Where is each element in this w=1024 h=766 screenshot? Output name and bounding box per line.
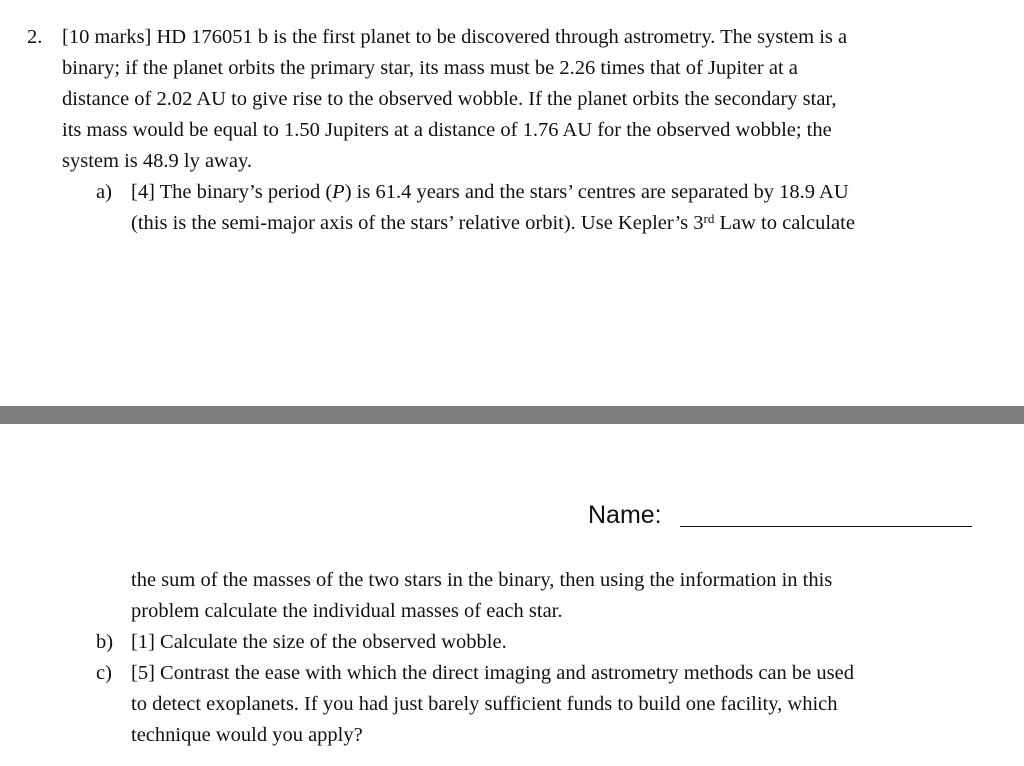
part-a-line-2-start: (this is the semi-major axis of the stars’ relative orbit). Use Kepler’s 3 bbox=[131, 212, 704, 234]
part-a-line-1-start: [4] The binary’s period ( bbox=[131, 181, 333, 203]
question-line-2: binary; if the planet orbits the primary star, its mass must be 2.26 times that of Jupiter at a bbox=[62, 57, 798, 79]
part-b-label: b) bbox=[96, 631, 114, 653]
part-b-text: [1] Calculate the size of the observed wobble. bbox=[131, 631, 507, 653]
question-line-5: system is 48.9 ly away. bbox=[62, 150, 252, 172]
part-a-line-2 bbox=[131, 210, 855, 236]
part-a-line-2-end: Law to calculate bbox=[714, 212, 855, 234]
question-line-3: distance of 2.02 AU to give rise to the observed wobble. If the planet orbits the secondary star, bbox=[62, 88, 837, 110]
name-label: Name: bbox=[588, 501, 662, 529]
page-break-divider bbox=[0, 406, 1024, 424]
part-a-continued-line-1: the sum of the masses of the two stars in the binary, then using the information in this bbox=[131, 569, 833, 591]
part-c-line-2: to detect exoplanets. If you had just barely sufficient funds to build one facility, which bbox=[131, 693, 838, 715]
question-line-4: its mass would be equal to 1.50 Jupiters at a distance of 1.76 AU for the observed wobble; the bbox=[62, 119, 832, 141]
name-underline bbox=[680, 526, 972, 527]
question-line-1: [10 marks] HD 176051 b is the first planet to be discovered through astrometry. The system is a bbox=[62, 26, 848, 48]
part-c-label: c) bbox=[96, 662, 112, 684]
ordinal-superscript: rd bbox=[703, 211, 715, 226]
period-symbol: P bbox=[332, 181, 345, 203]
part-a-label: a) bbox=[96, 181, 112, 203]
name-field bbox=[588, 498, 978, 534]
part-c-line-3: technique would you apply? bbox=[131, 724, 363, 746]
part-a-line-1-end: ) is 61.4 years and the stars’ centres are separated by 18.9 AU bbox=[344, 181, 849, 203]
part-a-line-1 bbox=[131, 179, 849, 205]
question-number: 2. bbox=[27, 26, 43, 48]
part-a-continued-line-2: problem calculate the individual masses of each star. bbox=[131, 600, 563, 622]
part-c-line-1: [5] Contrast the ease with which the direct imaging and astrometry methods can be used bbox=[131, 662, 854, 684]
